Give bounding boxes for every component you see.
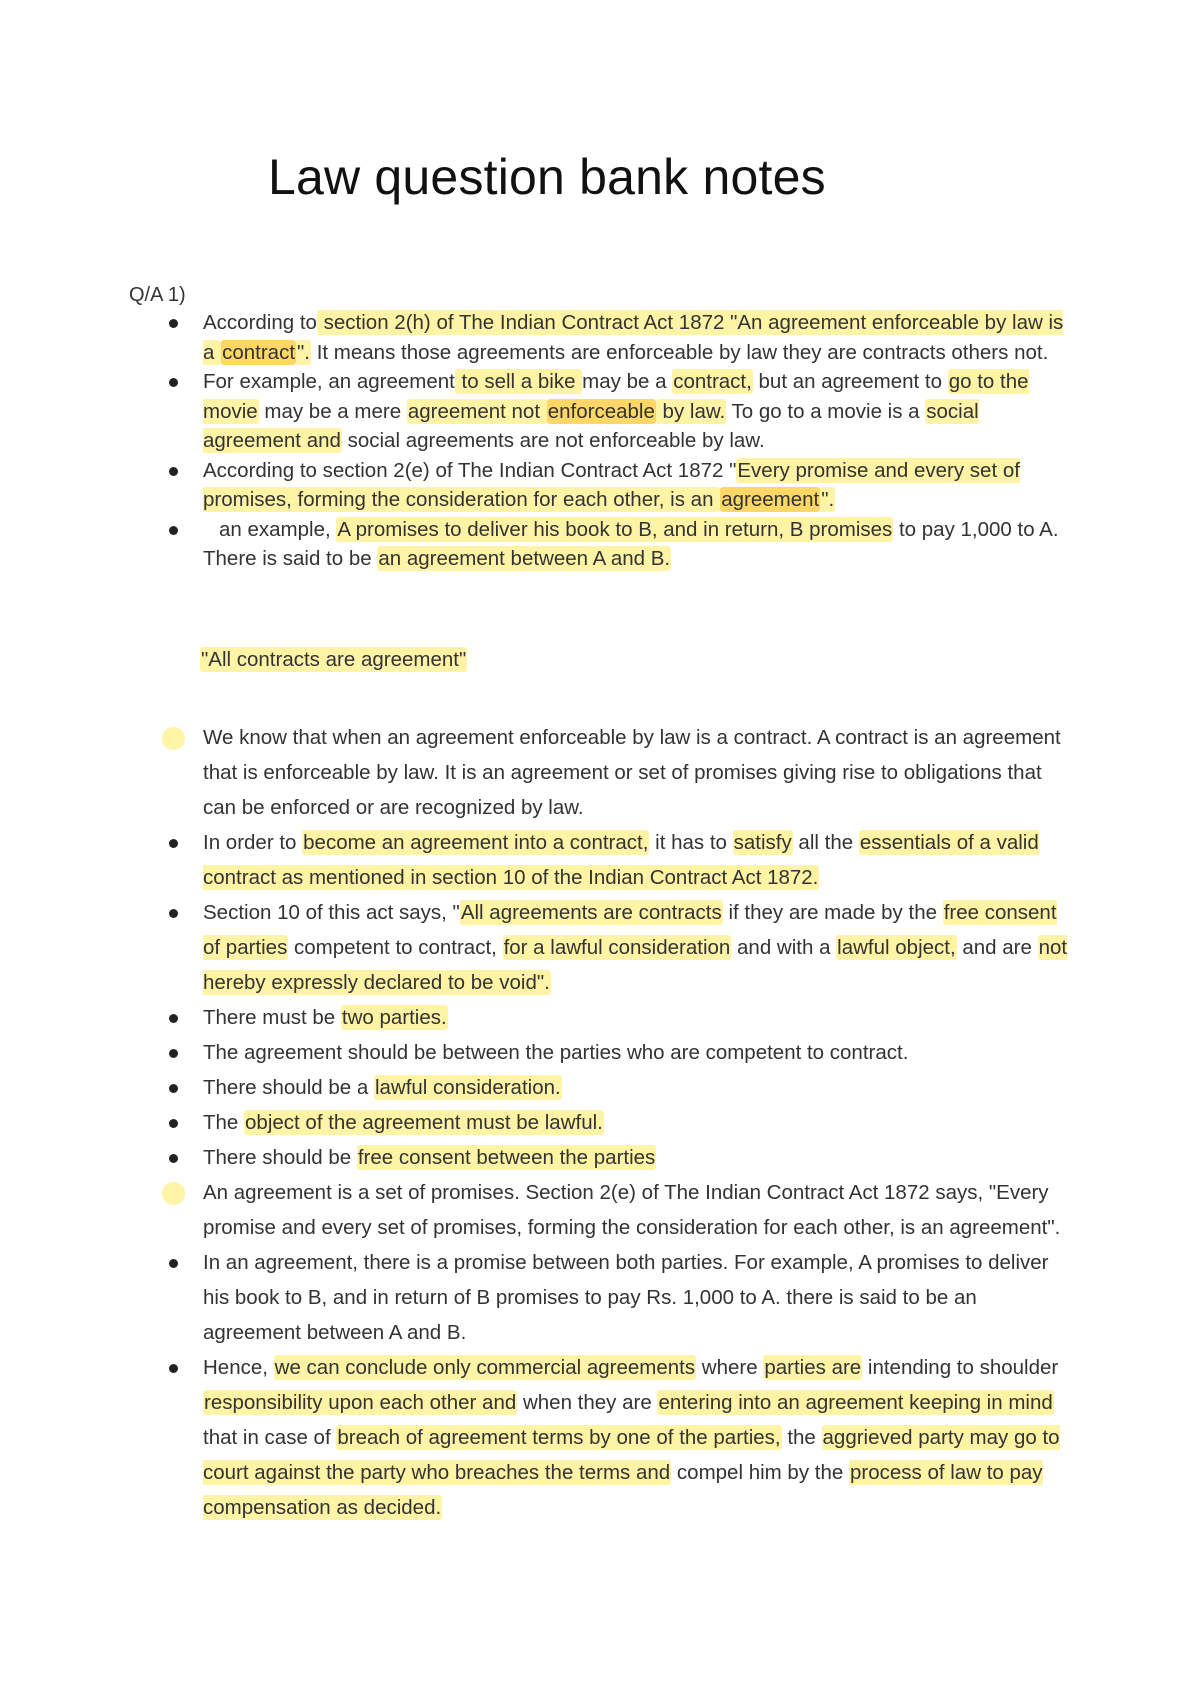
highlighted-text: aggrieved party may go to court against the party who breaches the terms and <box>203 1426 1060 1484</box>
text-run: and are <box>956 936 1038 959</box>
list-item <box>0 1245 1073 1350</box>
highlighted-text: for a lawful consideration <box>503 936 731 959</box>
list-item <box>0 1140 1073 1175</box>
bullet-icon <box>169 1049 178 1058</box>
text-run: According to section 2(e) of The Indian Contract Act 1872 " <box>203 458 737 482</box>
bullet-icon <box>169 734 178 743</box>
highlighted-text: become an agreement into a contract, <box>303 831 649 854</box>
bullet-icon <box>169 526 178 535</box>
text-run: The <box>203 1111 245 1134</box>
list-item <box>0 308 1073 367</box>
text-run: may be a <box>582 370 673 393</box>
text-run: where <box>696 1356 764 1379</box>
quote-line <box>200 648 467 672</box>
text-run: In order to <box>203 831 303 854</box>
text-run: In an agreement, there is a promise between both parties. For example, A promises to deliver his book to B, and in return of B promises to pay Rs. 1,000 to A. there is said to be an agreement between A and B. <box>203 1251 1049 1344</box>
highlighted-text: social agreement and <box>203 399 979 452</box>
list-item <box>0 1000 1073 1035</box>
highlighted-text: by law. <box>656 399 726 423</box>
definition-list <box>0 308 1200 574</box>
list-item <box>0 1035 1073 1070</box>
highlighted-text: Every promise and every set of promises, forming the consideration for each other, is an <box>203 458 1020 511</box>
text-run: the <box>781 1426 822 1449</box>
highlighted-text: lawful object, <box>837 936 956 959</box>
text-run: The agreement should be between the parties who are competent to contract. <box>203 1041 909 1064</box>
page-title: Law question bank notes <box>268 149 826 205</box>
highlighted-text: A promises to deliver his book to B, and in return, B promises <box>337 517 893 541</box>
text-run: There should be a <box>203 1076 374 1099</box>
highlighted-text: enforceable <box>547 399 655 423</box>
text-run: Hence, <box>203 1356 274 1379</box>
highlighted-text: we can conclude only commercial agreements <box>274 1356 696 1379</box>
highlighted-text: agreement <box>721 488 820 511</box>
highlighted-text: an agreement between A and B. <box>378 547 671 570</box>
text-run: We know that when an agreement enforceable by law is a contract. A contract is an agreement that is enforceable by law. It is an agreement or set of promises giving rise to obligations that can be enforced or are recognized by law. <box>203 726 1061 819</box>
bullet-icon <box>169 1154 178 1163</box>
highlighted-text: section 2(h) of The Indian Contract Act 1872 "An agreement enforceable by law is a <box>203 311 1064 364</box>
list-item <box>0 515 1073 574</box>
text-run: According to <box>203 311 317 334</box>
bullet-icon <box>169 319 178 328</box>
highlighted-text: agreement not <box>407 399 546 423</box>
question-label: Q/A 1) <box>129 284 186 306</box>
list-item <box>0 895 1073 1000</box>
text-run: compel him by the <box>671 1461 849 1484</box>
highlighted-text: ". <box>821 488 835 511</box>
bullet-icon <box>169 378 178 387</box>
text-run: competent to contract, <box>288 936 503 959</box>
highlighted-text: to sell a bike <box>455 370 582 393</box>
list-item <box>0 825 1073 895</box>
text-run: intending to shoulder <box>862 1356 1059 1379</box>
text-run: There must be <box>203 1006 341 1029</box>
bullet-icon <box>169 467 178 476</box>
text-run: all the <box>792 831 859 854</box>
highlighted-text: free consent of parties <box>203 901 1057 959</box>
list-item <box>0 456 1073 515</box>
text-run: social agreements are not enforceable by law. <box>341 429 765 452</box>
bullet-icon <box>169 1189 178 1198</box>
quote-highlight: "All contracts are agreement" <box>201 648 467 671</box>
text-run: may be a mere <box>258 399 407 423</box>
highlighted-text: go to the movie <box>203 370 1029 423</box>
highlighted-text: essentials of a valid contract as mentioned in section 10 of the Indian Contract Act 1872. <box>203 831 1039 889</box>
highlighted-text: two parties. <box>341 1006 447 1029</box>
text-run: Section 10 of this act says, " <box>203 901 460 924</box>
highlighted-text: contract <box>222 340 296 364</box>
highlighted-text: free consent between the parties <box>357 1146 656 1169</box>
bullet-icon <box>169 839 178 848</box>
bullet-icon <box>169 1119 178 1128</box>
text-run: For example, an agreement <box>203 370 455 393</box>
text-run: when they are <box>517 1391 658 1414</box>
list-item <box>0 720 1073 825</box>
text-run: To go to a movie is a <box>726 399 926 423</box>
text-run: it has to <box>649 831 733 854</box>
text-run: to pay 1,000 to A. There is said to be <box>203 517 1059 570</box>
text-run: An agreement is a set of promises. Section 2(e) of The Indian Contract Act 1872 says, "Every promise and every set of promises, forming the consideration for each other, is an agreement". <box>203 1181 1061 1239</box>
list-item <box>0 1175 1073 1245</box>
bullet-icon <box>169 1364 178 1373</box>
bullet-icon <box>169 1014 178 1023</box>
text-run: and with a <box>731 936 837 959</box>
highlighted-text: breach of agreement terms by one of the parties, <box>337 1426 781 1449</box>
list-item <box>0 1350 1073 1525</box>
highlighted-text: satisfy <box>733 831 792 854</box>
text-run: There should be <box>203 1146 357 1169</box>
highlighted-text: ". <box>297 340 311 364</box>
text-run: but an agreement to <box>752 370 948 393</box>
bullet-icon <box>169 1084 178 1093</box>
highlighted-text: process of law to pay compensation as decided. <box>203 1461 1043 1519</box>
text-run: It means those agreements are enforceable by law they are contracts others not. <box>311 340 1049 364</box>
highlighted-text: object of the agreement must be lawful. <box>245 1111 603 1134</box>
text-run: an example, <box>219 517 337 541</box>
bullet-icon <box>169 1259 178 1268</box>
highlighted-text: parties are <box>764 1356 862 1379</box>
list-item <box>0 1105 1073 1140</box>
text-run: that in case of <box>203 1426 337 1449</box>
highlighted-text: All agreements are contracts <box>460 901 722 924</box>
essentials-list <box>0 720 1200 1525</box>
highlighted-text: contract, <box>673 370 752 393</box>
bullet-icon <box>169 909 178 918</box>
highlighted-text: entering into an agreement keeping in mind <box>658 1391 1053 1414</box>
list-item <box>0 1070 1073 1105</box>
highlighted-text: not hereby expressly declared to be void". <box>203 936 1068 994</box>
highlighted-text: responsibility upon each other and <box>204 1391 517 1414</box>
highlighted-text: lawful consideration. <box>374 1076 561 1099</box>
list-item <box>0 367 1073 456</box>
text-run: if they are made by the <box>722 901 943 924</box>
